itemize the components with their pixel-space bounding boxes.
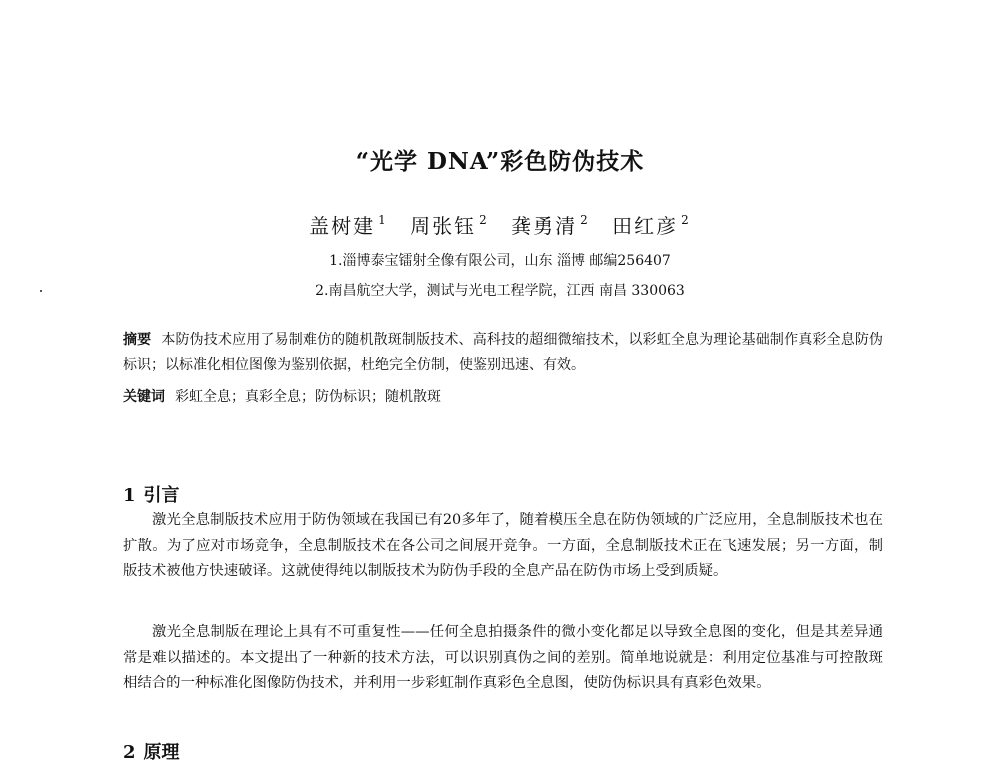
affiliation-1: 1.淄博泰宝镭射全像有限公司，山东 淄博 邮编256407 — [329, 253, 671, 269]
author-affiliation-mark: 2 — [580, 213, 590, 227]
section-heading — [123, 738, 180, 764]
author — [612, 214, 691, 238]
author — [511, 214, 590, 238]
affiliation-2: 2.南昌航空大学，测试与光电工程学院，江西 南昌 330063 — [315, 283, 685, 299]
abstract-text: 本防伪技术应用了易制难仿的随机散斑制版技术、高科技的超细微缩技术，以彩虹全息为理论基础制作真彩全息防伪标识；以标准化相位图像为鉴别依据，杜绝完全仿制，使鉴别迅速、有效。 — [123, 332, 884, 373]
scan-speck — [40, 290, 42, 292]
author-list — [0, 210, 1000, 239]
body-paragraph: 激光全息制版技术应用于防伪领域在我国已有20多年了，随着模压全息在防伪领域的广泛应用，全息制版技术也在扩散。为了应对市场竞争，全息制版技术在各公司之间展开竞争。一方面，全息制版技术正在飞速发展；另一方面，制版技术被他方快速破译。这就使得纯以制版技术为防伪手段的全息产品在防伪市场上受到质疑。 — [123, 512, 883, 579]
paper-title: “光学 DNA”彩色防伪技术 — [355, 148, 645, 175]
author-affiliation-mark: 2 — [479, 213, 489, 227]
author-name: 田红彦 — [612, 214, 679, 238]
section-number: 2 — [123, 742, 136, 763]
author-affiliation-mark: 2 — [681, 213, 691, 227]
abstract — [123, 328, 883, 378]
author-name: 盖树建 — [309, 214, 376, 238]
keywords-text: 彩虹全息；真彩全息；防伪标识；随机散斑 — [175, 389, 441, 405]
section-heading — [123, 481, 180, 507]
body-paragraph: 激光全息制版在理论上具有不可重复性——任何全息拍摄条件的微小变化都足以导致全息图的变化，但是其差异通常是难以描述的。本文提出了一种新的技术方法，可以识别真伪之间的差别。简单地说就是：利用定位基准与可控散斑相结合的一种标准化图像防伪技术，并利用一步彩虹制作真彩色全息图，使防伪标识具有真彩色效果。 — [123, 624, 883, 691]
section-title: 原理 — [143, 742, 180, 763]
author-name: 龚勇清 — [511, 214, 578, 238]
keywords — [123, 387, 883, 407]
abstract-label: 摘要 — [123, 332, 152, 348]
keywords-label: 关键词 — [123, 389, 165, 405]
author-name: 周张钰 — [410, 214, 477, 238]
author — [309, 214, 388, 238]
section-number: 1 — [123, 485, 136, 506]
author — [410, 214, 489, 238]
author-affiliation-mark: 1 — [378, 213, 388, 227]
section-title: 引言 — [143, 485, 180, 506]
